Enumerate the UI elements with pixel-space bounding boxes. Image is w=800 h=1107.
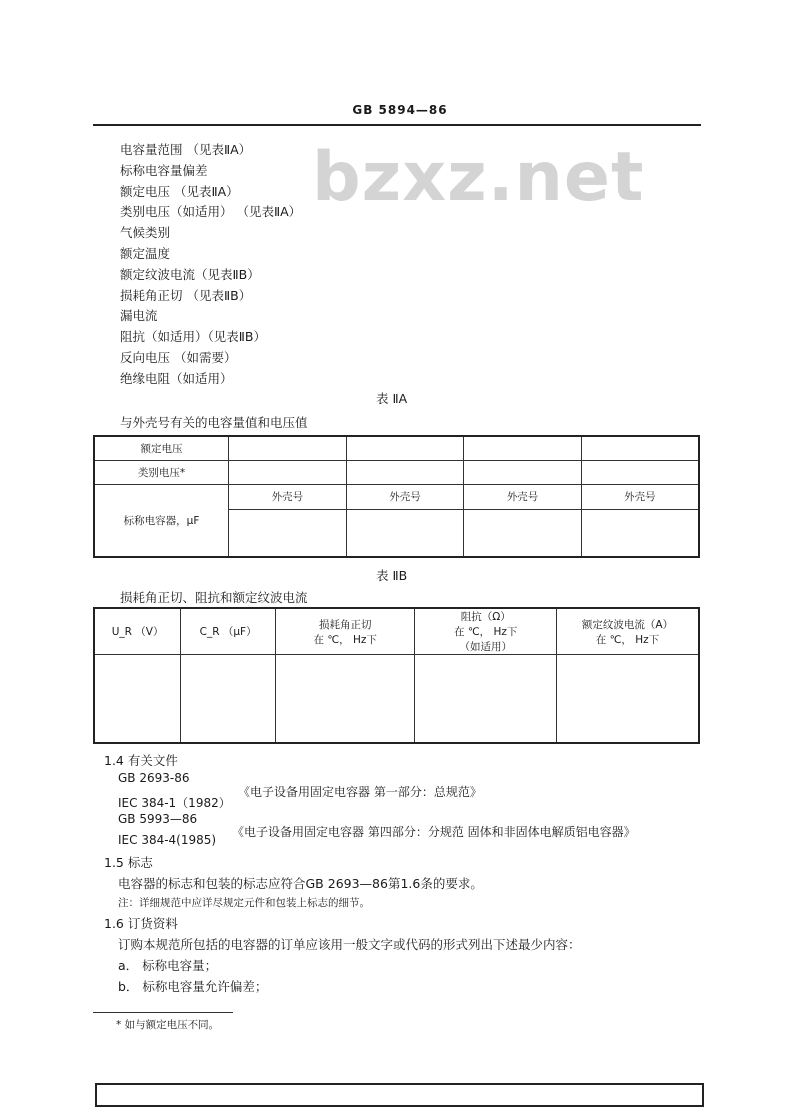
table-row [94, 655, 699, 744]
case-header: 外壳号 [229, 484, 347, 509]
ur-header: U_R （V） [94, 608, 181, 655]
table-a-description: 与外壳号有关的电容量值和电压值 [120, 415, 308, 430]
standard-number: GB 5894—86 [352, 103, 448, 117]
section-1-6-text: 订购本规范所包括的电容器的订单应该用一般文字或代码的形式列出下述最少内容： [118, 937, 581, 952]
table-row [94, 460, 699, 484]
list-item: 类别电压（如适用） （见表ⅡA） [120, 204, 302, 220]
header-rule [93, 124, 701, 126]
tan-delta-header: 损耗角正切 在 ℃， Hz下 [275, 608, 414, 655]
page-bottom-frame [95, 1083, 704, 1107]
ref-iec-384-4: IEC 384-4(1985) [118, 833, 217, 847]
list-item: 损耗角正切 （见表ⅡB） [120, 287, 252, 303]
section-1-6-title: 1.6 订货资料 [104, 916, 178, 931]
order-item-b: b． 标称电容量允许偏差； [118, 979, 268, 994]
table-a [93, 435, 700, 558]
footnote: * 如与额定电压不同。 [116, 1019, 220, 1031]
ref-title-sectional: 《电子设备用固定电容器 第四部分：分规范 固体和非固体电解质铝电容器》 [232, 825, 636, 839]
section-1-4-title: 1.4 有关文件 [104, 753, 178, 768]
table-row [94, 436, 699, 460]
section-1-5-title: 1.5 标志 [104, 855, 153, 870]
list-item: 额定电压 （见表ⅡA） [120, 183, 239, 199]
table-b [93, 607, 700, 744]
table-header-row [94, 608, 699, 655]
list-item: 反向电压 （如需要） [120, 349, 237, 365]
list-item: 气候类别 [120, 225, 171, 241]
list-item: 额定纹波电流（见表ⅡB） [120, 266, 260, 282]
list-item: 绝缘电阻（如适用） [120, 370, 233, 386]
list-item: 阻抗（如适用）（见表ⅡB） [120, 329, 266, 345]
list-item: 漏电流 [120, 308, 158, 324]
table-b-caption: 表 ⅡB [376, 568, 408, 583]
ripple-current-header: 额定纹波电流（A） 在 ℃， Hz下 [556, 608, 699, 655]
table-b-description: 损耗角正切、阻抗和额定纹波电流 [120, 590, 308, 605]
category-voltage-label: 类别电压* [94, 460, 229, 484]
section-1-5-note: 注：详细规范中应详尽规定元件和包装上标志的细节。 [118, 897, 370, 909]
cr-header: C_R （μF） [181, 608, 276, 655]
list-item: 电容量范围 （见表ⅡA） [120, 142, 252, 157]
ref-gb-2693: GB 2693-86 [118, 771, 190, 785]
case-header: 外壳号 [464, 484, 582, 509]
watermark-logo: bzxz.net [312, 138, 645, 217]
capacitance-label: 标称电容器，μF [94, 484, 229, 557]
table-row [94, 484, 699, 509]
ref-iec-384-1: IEC 384-1（1982） [118, 796, 231, 810]
impedance-header: 阻抗（Ω） 在 ℃， Hz下 （如适用） [415, 608, 557, 655]
ref-gb-5993: GB 5993—86 [118, 812, 198, 826]
ref-title-general: 《电子设备用固定电容器 第一部分：总规范》 [238, 785, 482, 799]
list-item: 标称电容量偏差 [120, 162, 208, 178]
table-a-caption: 表 ⅡA [376, 391, 408, 406]
section-1-5-text: 电容器的标志和包装的标志应符合GB 2693—86第1.6条的要求。 [118, 876, 483, 891]
case-header: 外壳号 [581, 484, 699, 509]
list-item: 额定温度 [120, 245, 171, 261]
requirement-list [120, 140, 301, 390]
rated-voltage-label: 额定电压 [94, 436, 229, 460]
order-item-a: a． 标称电容量； [118, 958, 218, 973]
footnote-rule [93, 1012, 233, 1013]
case-header: 外壳号 [346, 484, 464, 509]
